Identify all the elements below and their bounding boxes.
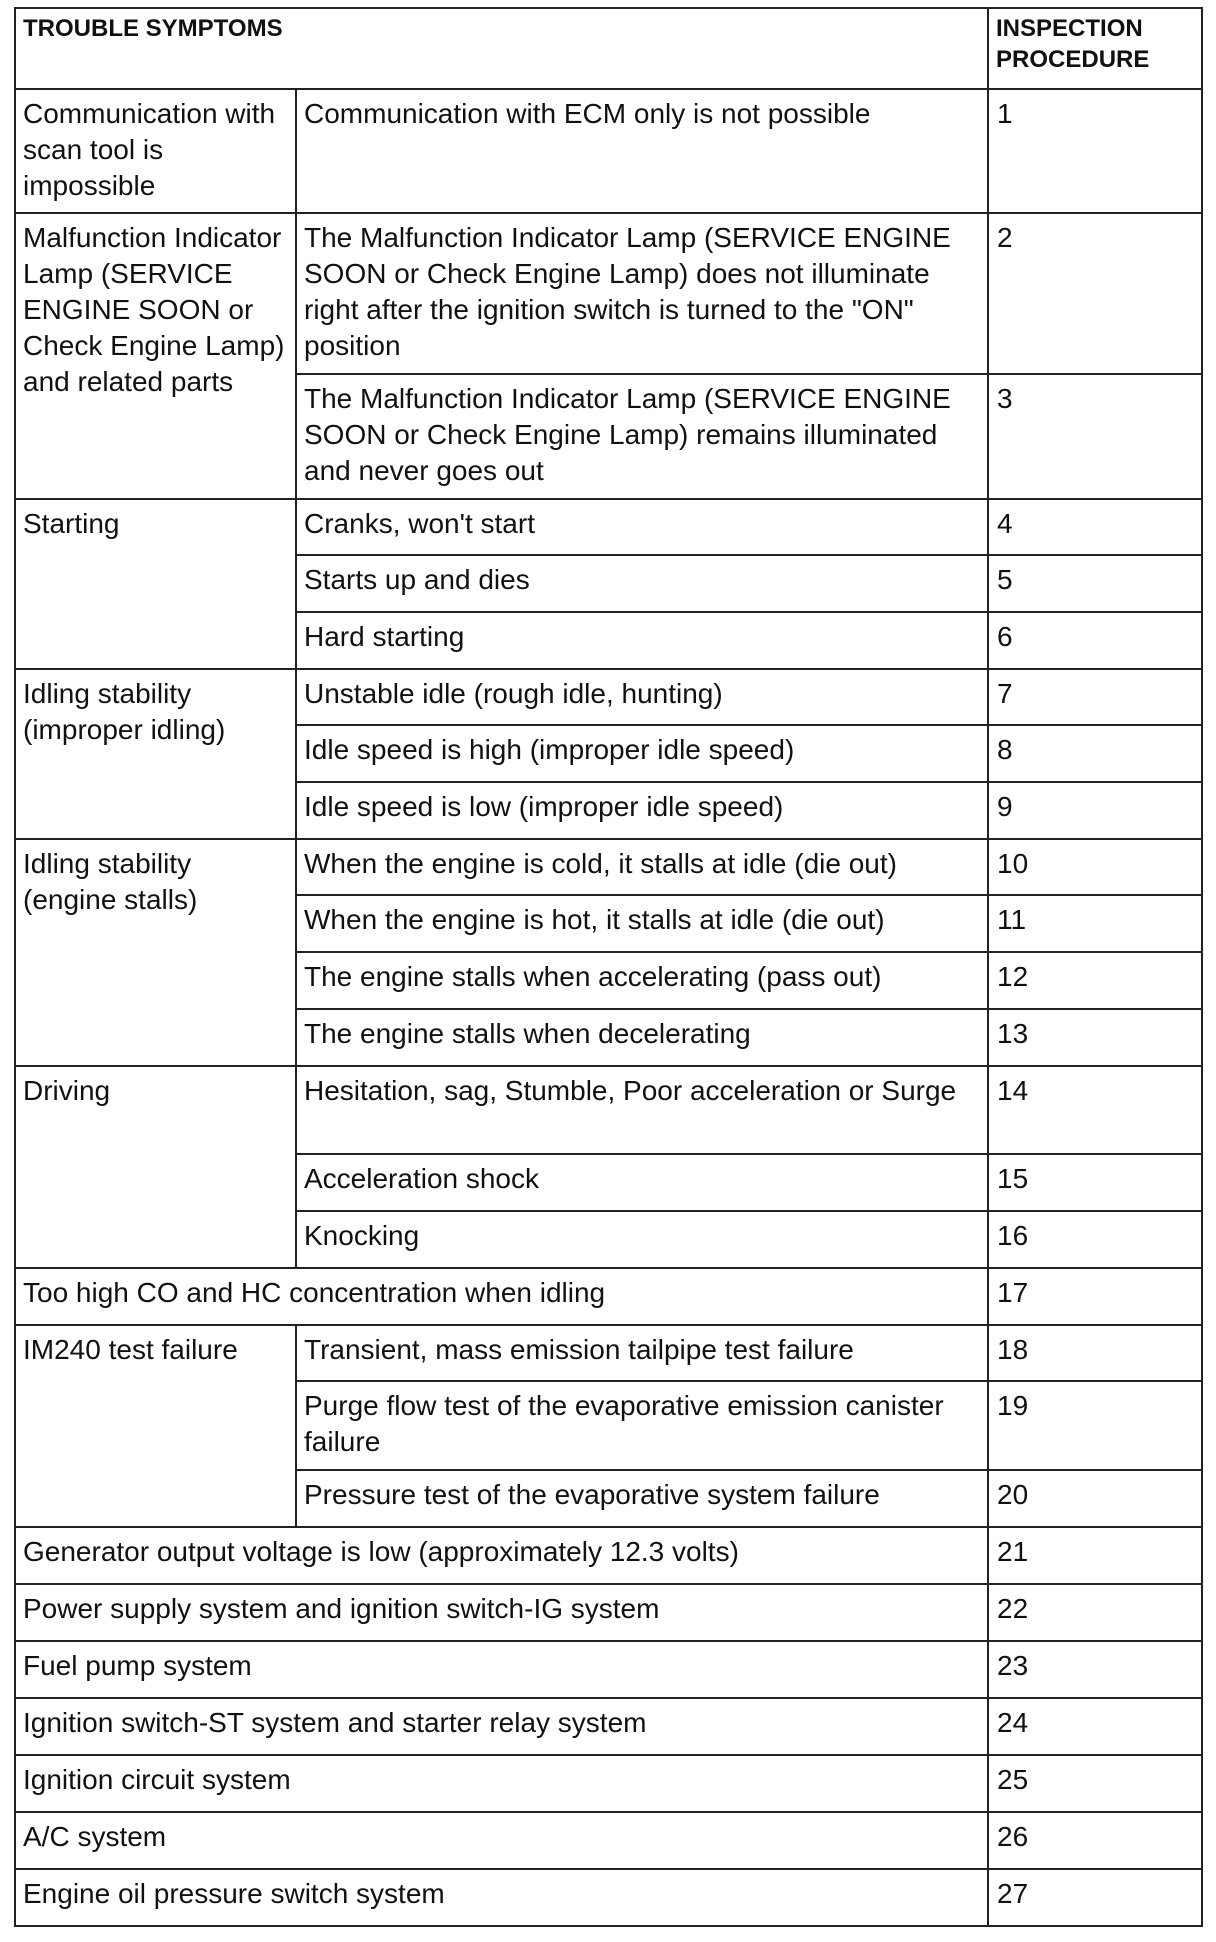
table-row (15, 669, 1202, 725)
category-cell: Idling stability (improper idling) (15, 669, 296, 839)
category-cell: Engine oil pressure switch system (15, 1869, 988, 1926)
procedure-cell: 14 (988, 1066, 1202, 1154)
table-row (15, 1066, 1202, 1154)
header-procedure-line2: PROCEDURE (996, 46, 1150, 73)
procedure-cell: 4 (988, 499, 1202, 555)
category-cell: Communication with scan tool is impossible (15, 89, 296, 213)
category-cell: A/C system (15, 1812, 988, 1869)
symptom-cell: The engine stalls when accelerating (pass out) (296, 952, 988, 1009)
procedure-cell: 8 (988, 725, 1202, 782)
procedure-cell: 5 (988, 555, 1202, 612)
procedure-cell: 21 (988, 1527, 1202, 1584)
trouble-symptoms-table (14, 7, 1203, 1927)
table-row (15, 89, 1202, 213)
procedure-cell: 23 (988, 1641, 1202, 1698)
procedure-cell: 7 (988, 669, 1202, 725)
category-cell: Ignition circuit system (15, 1755, 988, 1812)
table-row (15, 1325, 1202, 1381)
procedure-cell: 3 (988, 374, 1202, 499)
symptom-cell: Hard starting (296, 612, 988, 669)
procedure-cell: 22 (988, 1584, 1202, 1641)
symptom-cell: Communication with ECM only is not possible (296, 89, 988, 213)
table-row (15, 213, 1202, 374)
table-row (15, 1698, 1202, 1755)
symptom-cell: Purge flow test of the evaporative emission canister failure (296, 1381, 988, 1470)
category-cell: Too high CO and HC concentration when idling (15, 1268, 988, 1325)
symptom-cell: Starts up and dies (296, 555, 988, 612)
category-cell: Idling stability (engine stalls) (15, 839, 296, 1066)
symptom-cell: Cranks, won't start (296, 499, 988, 555)
symptom-cell: When the engine is hot, it stalls at idle (die out) (296, 895, 988, 952)
procedure-cell: 18 (988, 1325, 1202, 1381)
table-row (15, 1812, 1202, 1869)
category-cell: Malfunction Indicator Lamp (SERVICE ENGINE SOON or Check Engine Lamp) and related parts (15, 213, 296, 499)
procedure-cell: 12 (988, 952, 1202, 1009)
header-row (15, 8, 1202, 89)
procedure-cell: 11 (988, 895, 1202, 952)
procedure-cell: 9 (988, 782, 1202, 839)
procedure-cell: 27 (988, 1869, 1202, 1926)
procedure-cell: 16 (988, 1211, 1202, 1268)
table-row (15, 1641, 1202, 1698)
header-trouble-symptoms: TROUBLE SYMPTOMS (15, 8, 988, 89)
procedure-cell: 13 (988, 1009, 1202, 1066)
symptom-cell: When the engine is cold, it stalls at idle (die out) (296, 839, 988, 895)
symptom-cell: Unstable idle (rough idle, hunting) (296, 669, 988, 725)
table-row (15, 1527, 1202, 1584)
symptom-cell: The Malfunction Indicator Lamp (SERVICE ENGINE SOON or Check Engine Lamp) does not illuminate right after the ignition switch is turned to the "ON" position (296, 213, 988, 374)
procedure-cell: 15 (988, 1154, 1202, 1211)
category-cell: Driving (15, 1066, 296, 1268)
procedure-cell: 10 (988, 839, 1202, 895)
header-inspection-procedure (988, 8, 1202, 89)
procedure-cell: 2 (988, 213, 1202, 374)
table-row (15, 1755, 1202, 1812)
table-row (15, 1584, 1202, 1641)
table-row (15, 1268, 1202, 1325)
category-cell: Ignition switch-ST system and starter relay system (15, 1698, 988, 1755)
category-cell: Power supply system and ignition switch-IG system (15, 1584, 988, 1641)
symptom-cell: Pressure test of the evaporative system failure (296, 1470, 988, 1527)
procedure-cell: 1 (988, 89, 1202, 213)
procedure-cell: 25 (988, 1755, 1202, 1812)
category-cell: Fuel pump system (15, 1641, 988, 1698)
symptom-cell: Transient, mass emission tailpipe test failure (296, 1325, 988, 1381)
category-cell: Starting (15, 499, 296, 669)
symptom-cell: Idle speed is high (improper idle speed) (296, 725, 988, 782)
procedure-cell: 19 (988, 1381, 1202, 1470)
category-cell: Generator output voltage is low (approximately 12.3 volts) (15, 1527, 988, 1584)
symptom-cell: Knocking (296, 1211, 988, 1268)
symptom-cell: The Malfunction Indicator Lamp (SERVICE ENGINE SOON or Check Engine Lamp) remains illuminated and never goes out (296, 374, 988, 499)
table-row (15, 1869, 1202, 1926)
symptom-cell: Hesitation, sag, Stumble, Poor acceleration or Surge (296, 1066, 988, 1154)
table-row (15, 499, 1202, 555)
procedure-cell: 20 (988, 1470, 1202, 1527)
procedure-cell: 6 (988, 612, 1202, 669)
procedure-cell: 26 (988, 1812, 1202, 1869)
procedure-cell: 17 (988, 1268, 1202, 1325)
symptom-cell: The engine stalls when decelerating (296, 1009, 988, 1066)
category-cell: IM240 test failure (15, 1325, 296, 1527)
procedure-cell: 24 (988, 1698, 1202, 1755)
table-row (15, 839, 1202, 895)
header-procedure-line1: INSPECTION (996, 15, 1143, 42)
symptom-cell: Acceleration shock (296, 1154, 988, 1211)
symptom-cell: Idle speed is low (improper idle speed) (296, 782, 988, 839)
